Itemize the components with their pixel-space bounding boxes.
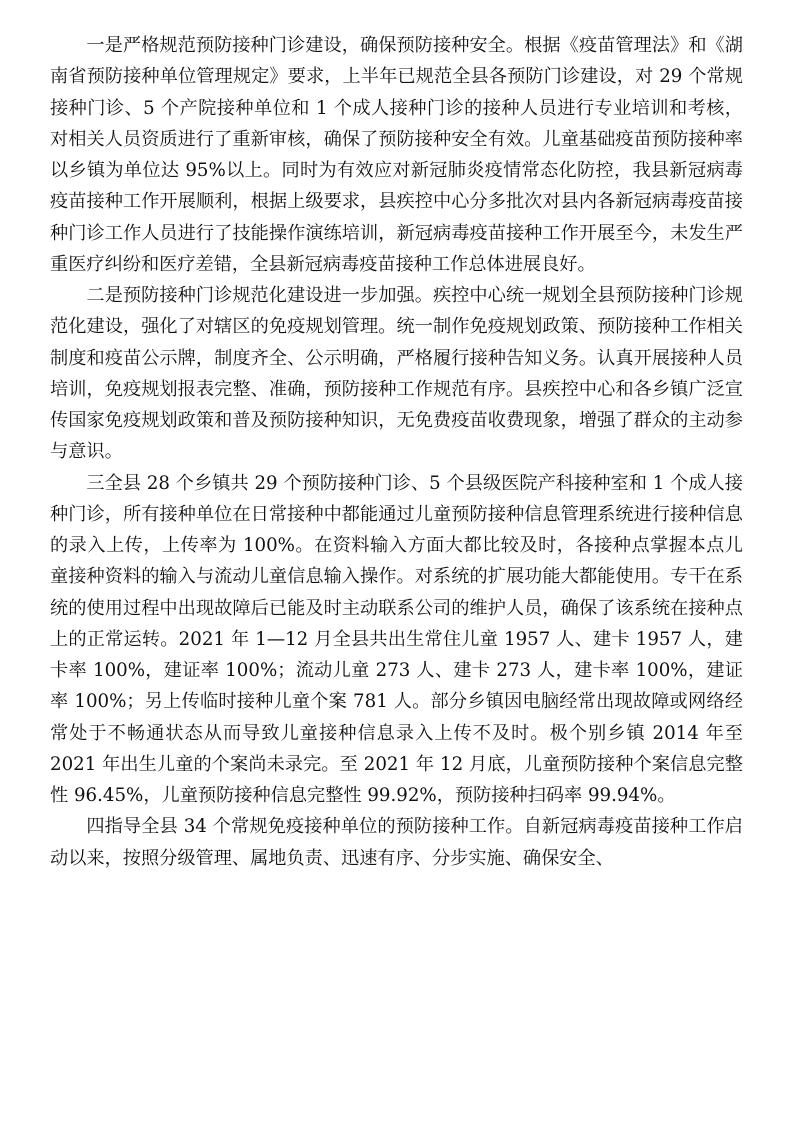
paragraph-information-system: 三全县 28 个乡镇共 29 个预防接种门诊、5 个县级医院产科接种室和 1 个成人接种门诊，所有接种单位在日常接种中都能通过儿童预防接种信息管理系统进行接种信息的录入上传，上传率为 100%。在资料输入方面大都比较及时，各接种点掌握本点儿童接种资料的输入与流动儿童信息输入操作。对系统的扩展功能大都能使用。专干在系统的使用过程中出现故障后已能及时主动联系公司的维护人员，确保了该系统在接种点上的正常运转。2021 年 1—12 月全县共出生常住儿童 1957 人、建卡 1957 人，建卡率 100%，建证率 100%；流动儿童 273 人、建卡 273 人，建卡率 100%，建证率 100%；另上传临时接种儿童个案 781 人。部分乡镇因电脑经常出现故障或网络经常处于不畅通状态从而导致儿童接种信息录入上传不及时。极个别乡镇 2014 年至 2021 年出生儿童的个案尚未录完。至 2021 年 12 月底，儿童预防接种个案信息完整性 96.45%，儿童预防接种信息完整性 99.92%，预防接种扫码率 99.94%。	[50, 472, 743, 806]
paragraph-vaccination-clinic-safety: 一是严格规范预防接种门诊建设，确保预防接种安全。根据《疫苗管理法》和《湖南省预防接种单位管理规定》要求，上半年已规范全县各预防门诊建设，对 29 个常规接种门诊、5 个产院接种单位和 1 个成人接种门诊的接种人员进行专业培训和考核，对相关人员资质进行了重新审核，确保了预防接种安全有效。儿童基础疫苗预防接种率以乡镇为单位达 95%以上。同时为有效应对新冠肺炎疫情常态化防控，我县新冠病毒疫苗接种工作开展顺利，根据上级要求，县疾控中心分多批次对县内各新冠病毒疫苗接种门诊工作人员进行了技能操作演练培训，新冠病毒疫苗接种工作开展至今，未发生严重医疗纠纷和医疗差错，全县新冠病毒疫苗接种工作总体进展良好。	[50, 35, 743, 275]
paragraph-clinic-standardization: 二是预防接种门诊规范化建设进一步加强。疾控中心统一规划全县预防接种门诊规范化建设，强化了对辖区的免疫规划管理。统一制作免疫规划政策、预防接种工作相关制度和疫苗公示牌，制度齐全、公示明确，严格履行接种告知义务。认真开展接种人员培训，免疫规划报表完整、准确，预防接种工作规范有序。县疾控中心和各乡镇广泛宣传国家免疫规划政策和普及预防接种知识，无免费疫苗收费现象，增强了群众的主动参与意识。	[50, 285, 743, 463]
paragraph-guidance-units: 四指导全县 34 个常规免疫接种单位的预防接种工作。自新冠病毒疫苗接种工作启动以来，按照分级管理、属地负责、迅速有序、分步实施、确保安全、	[50, 816, 743, 869]
document-page	[50, 30, 743, 874]
